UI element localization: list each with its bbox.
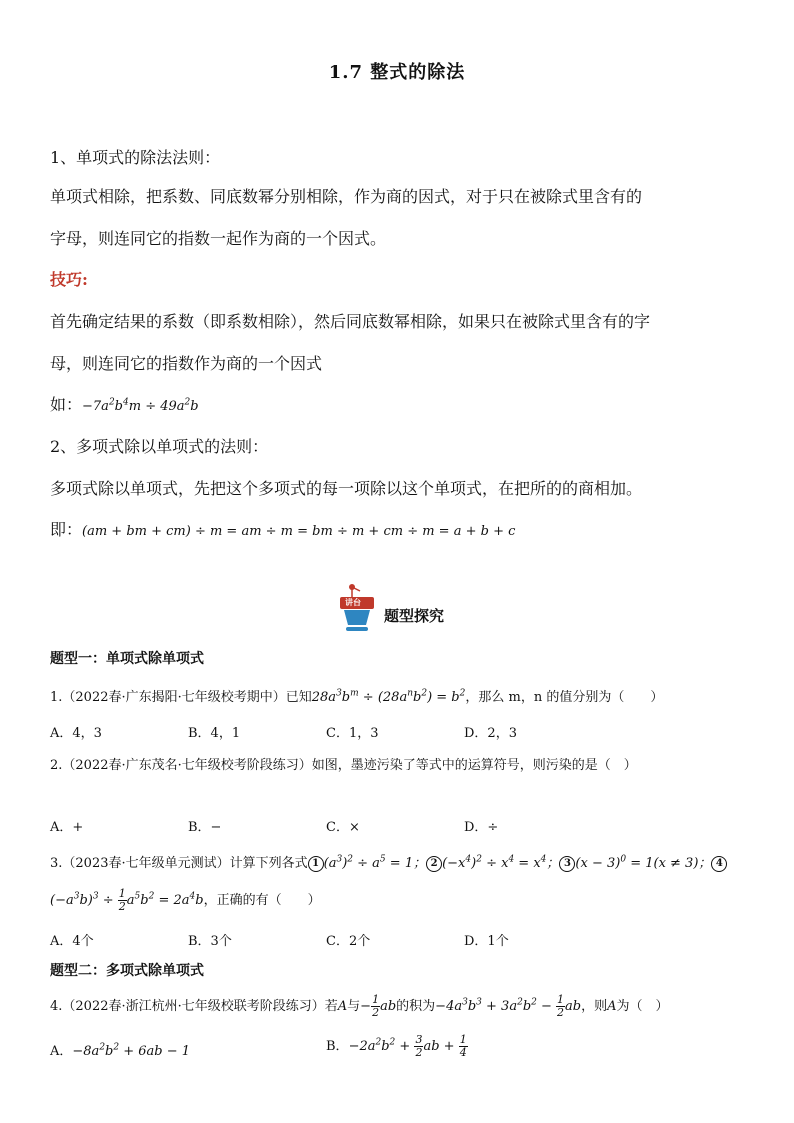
q3-text — [50, 852, 727, 872]
q3-formulas: 1 $(a^3)^2 \div a^5 = 1$； 2 $(-x^4)^2 \div x^4 = x^4$； 3 $(x - 3)^0 = 1(x \ne 3)$； 4 — [308, 856, 728, 871]
section2-rule: 多项式除以单项式，先把这个多项式的每一项除以这个单项式，在把所的的商相加。 — [50, 479, 643, 498]
q3-option-a[interactable]: A．4个 — [50, 934, 94, 949]
q2-text: 2.（2022春·广东茂名·七年级校考阶段练习）如图，墨迹污染了等式中的运算符号，则污染的是（ ） — [50, 758, 637, 773]
banner-tag: 讲台 — [345, 597, 361, 607]
q4-tail2: 为（ ） — [616, 999, 669, 1014]
tip-line1: 首先确定结果的系数（即系数相除），然后同底数幂相除，如果只在被除式里含有的字 — [50, 312, 651, 331]
q4-factor: − $\frac{1}{2}$ ab — [360, 993, 397, 1019]
q1-option-a[interactable]: A．4，3 — [50, 726, 102, 741]
q4-product: $-4a^3b^3 + 3a^2b^2$ − $\frac{1}{2}$ ab — [435, 993, 582, 1019]
q4-mid: 与 — [347, 999, 361, 1014]
q2-option-d[interactable]: D．÷ — [464, 820, 499, 835]
tip-example — [50, 392, 199, 415]
circled-number-3: 3 — [559, 856, 575, 872]
q3-formula4: $(-a^3b)^3$ ÷ $\frac{1}{2}$ $a^5b^2 = 2a^4b$ — [50, 887, 204, 913]
circled-number-1: 1 — [308, 856, 324, 872]
q4-option-a-label: A． — [50, 1044, 73, 1059]
fraction: $\frac{1}{4}$ — [459, 1033, 467, 1059]
section2-heading: 2、多项式除以单项式的法则： — [50, 437, 269, 456]
q3-tail: ，正确的有（ ） — [203, 893, 321, 908]
page-title: 1.7 整式的除法 — [328, 62, 466, 83]
tip-example-prefix: 如： — [50, 395, 83, 414]
section2-example — [50, 517, 515, 540]
fraction: $\frac{1}{2}$ — [118, 887, 126, 913]
q4-option-b-formula: $-2a^2b^2$ + $\frac{3}{2}$ ab + $\frac{1}{4}$ — [348, 1033, 467, 1059]
q1-text — [50, 686, 663, 705]
fraction: $\frac{1}{2}$ — [372, 993, 380, 1019]
q4-mid2: 的积为 — [396, 999, 436, 1014]
type2-heading: 题型二：多项式除单项式 — [50, 963, 204, 979]
topic-banner — [338, 583, 468, 635]
q3-source: 3.（2023春·七年级单元测试）计算下列各式 — [50, 856, 308, 871]
q3-option-b[interactable]: B．3个 — [188, 934, 232, 949]
q3-text-line2 — [50, 888, 321, 913]
section2-example-formula: (am + bm + cm) ÷ m = am ÷ m = bm ÷ m + cm ÷ m = a + b + c — [82, 524, 516, 539]
section1-rule-line1: 单项式相除，把系数、同底数幂分别相除，作为商的因式，对于只在被除式里含有的 — [50, 187, 643, 206]
tip-line2: 母，则连同它的指数作为商的一个因式 — [50, 354, 323, 373]
tip-label: 技巧: — [50, 270, 88, 289]
q1-tail: ，那么 m，n 的值分别为（ ） — [465, 690, 664, 705]
q1-source: 1.（2022春·广东揭阳·七年级校考期中）已知 — [50, 690, 312, 705]
q1-option-c[interactable]: C．1，3 — [326, 726, 379, 741]
q2-option-c[interactable]: C．× — [326, 820, 360, 835]
q4-var-a: A — [337, 999, 348, 1014]
q4-var-a-2: A — [607, 999, 617, 1014]
tip-example-formula: $-7a^2b^4m \div 49a^2b$ — [82, 397, 199, 414]
q4-source: 4.（2022春·浙江杭州·七年级校联考阶段练习）若 — [50, 999, 338, 1014]
circled-number-4: 4 — [711, 856, 727, 872]
section1-rule-line2: 字母，则连同它的指数一起作为商的一个因式。 — [50, 229, 387, 248]
banner-text: 题型探究 — [384, 607, 445, 625]
q4-option-a-formula: $-8a^2b^2 + 6ab - 1$ — [72, 1042, 191, 1059]
q3-option-d[interactable]: D．1个 — [464, 934, 509, 949]
q4-tail: ，则 — [581, 999, 608, 1014]
section2-example-prefix: 即： — [50, 520, 83, 539]
section1-heading: 1、单项式的除法法则： — [50, 148, 221, 167]
q4-option-a[interactable] — [50, 1040, 190, 1059]
q1-option-d[interactable]: D．2，3 — [464, 726, 517, 741]
fraction: $\frac{1}{2}$ — [557, 993, 565, 1019]
q1-option-b[interactable]: B．4，1 — [188, 726, 241, 741]
q4-text — [50, 994, 669, 1019]
fraction: $\frac{3}{2}$ — [415, 1033, 423, 1059]
q4-option-b-label: B． — [326, 1039, 349, 1054]
circled-number-2: 2 — [426, 856, 442, 872]
type1-heading: 题型一：单项式除单项式 — [50, 651, 204, 667]
q2-option-a[interactable]: A．+ — [50, 820, 84, 835]
q4-option-b[interactable] — [326, 1034, 468, 1059]
q2-option-b[interactable]: B．− — [188, 820, 222, 835]
q1-formula: $28a^3b^m \div (28a^nb^2) = b^2$ — [311, 688, 466, 705]
q3-option-c[interactable]: C．2个 — [326, 934, 371, 949]
